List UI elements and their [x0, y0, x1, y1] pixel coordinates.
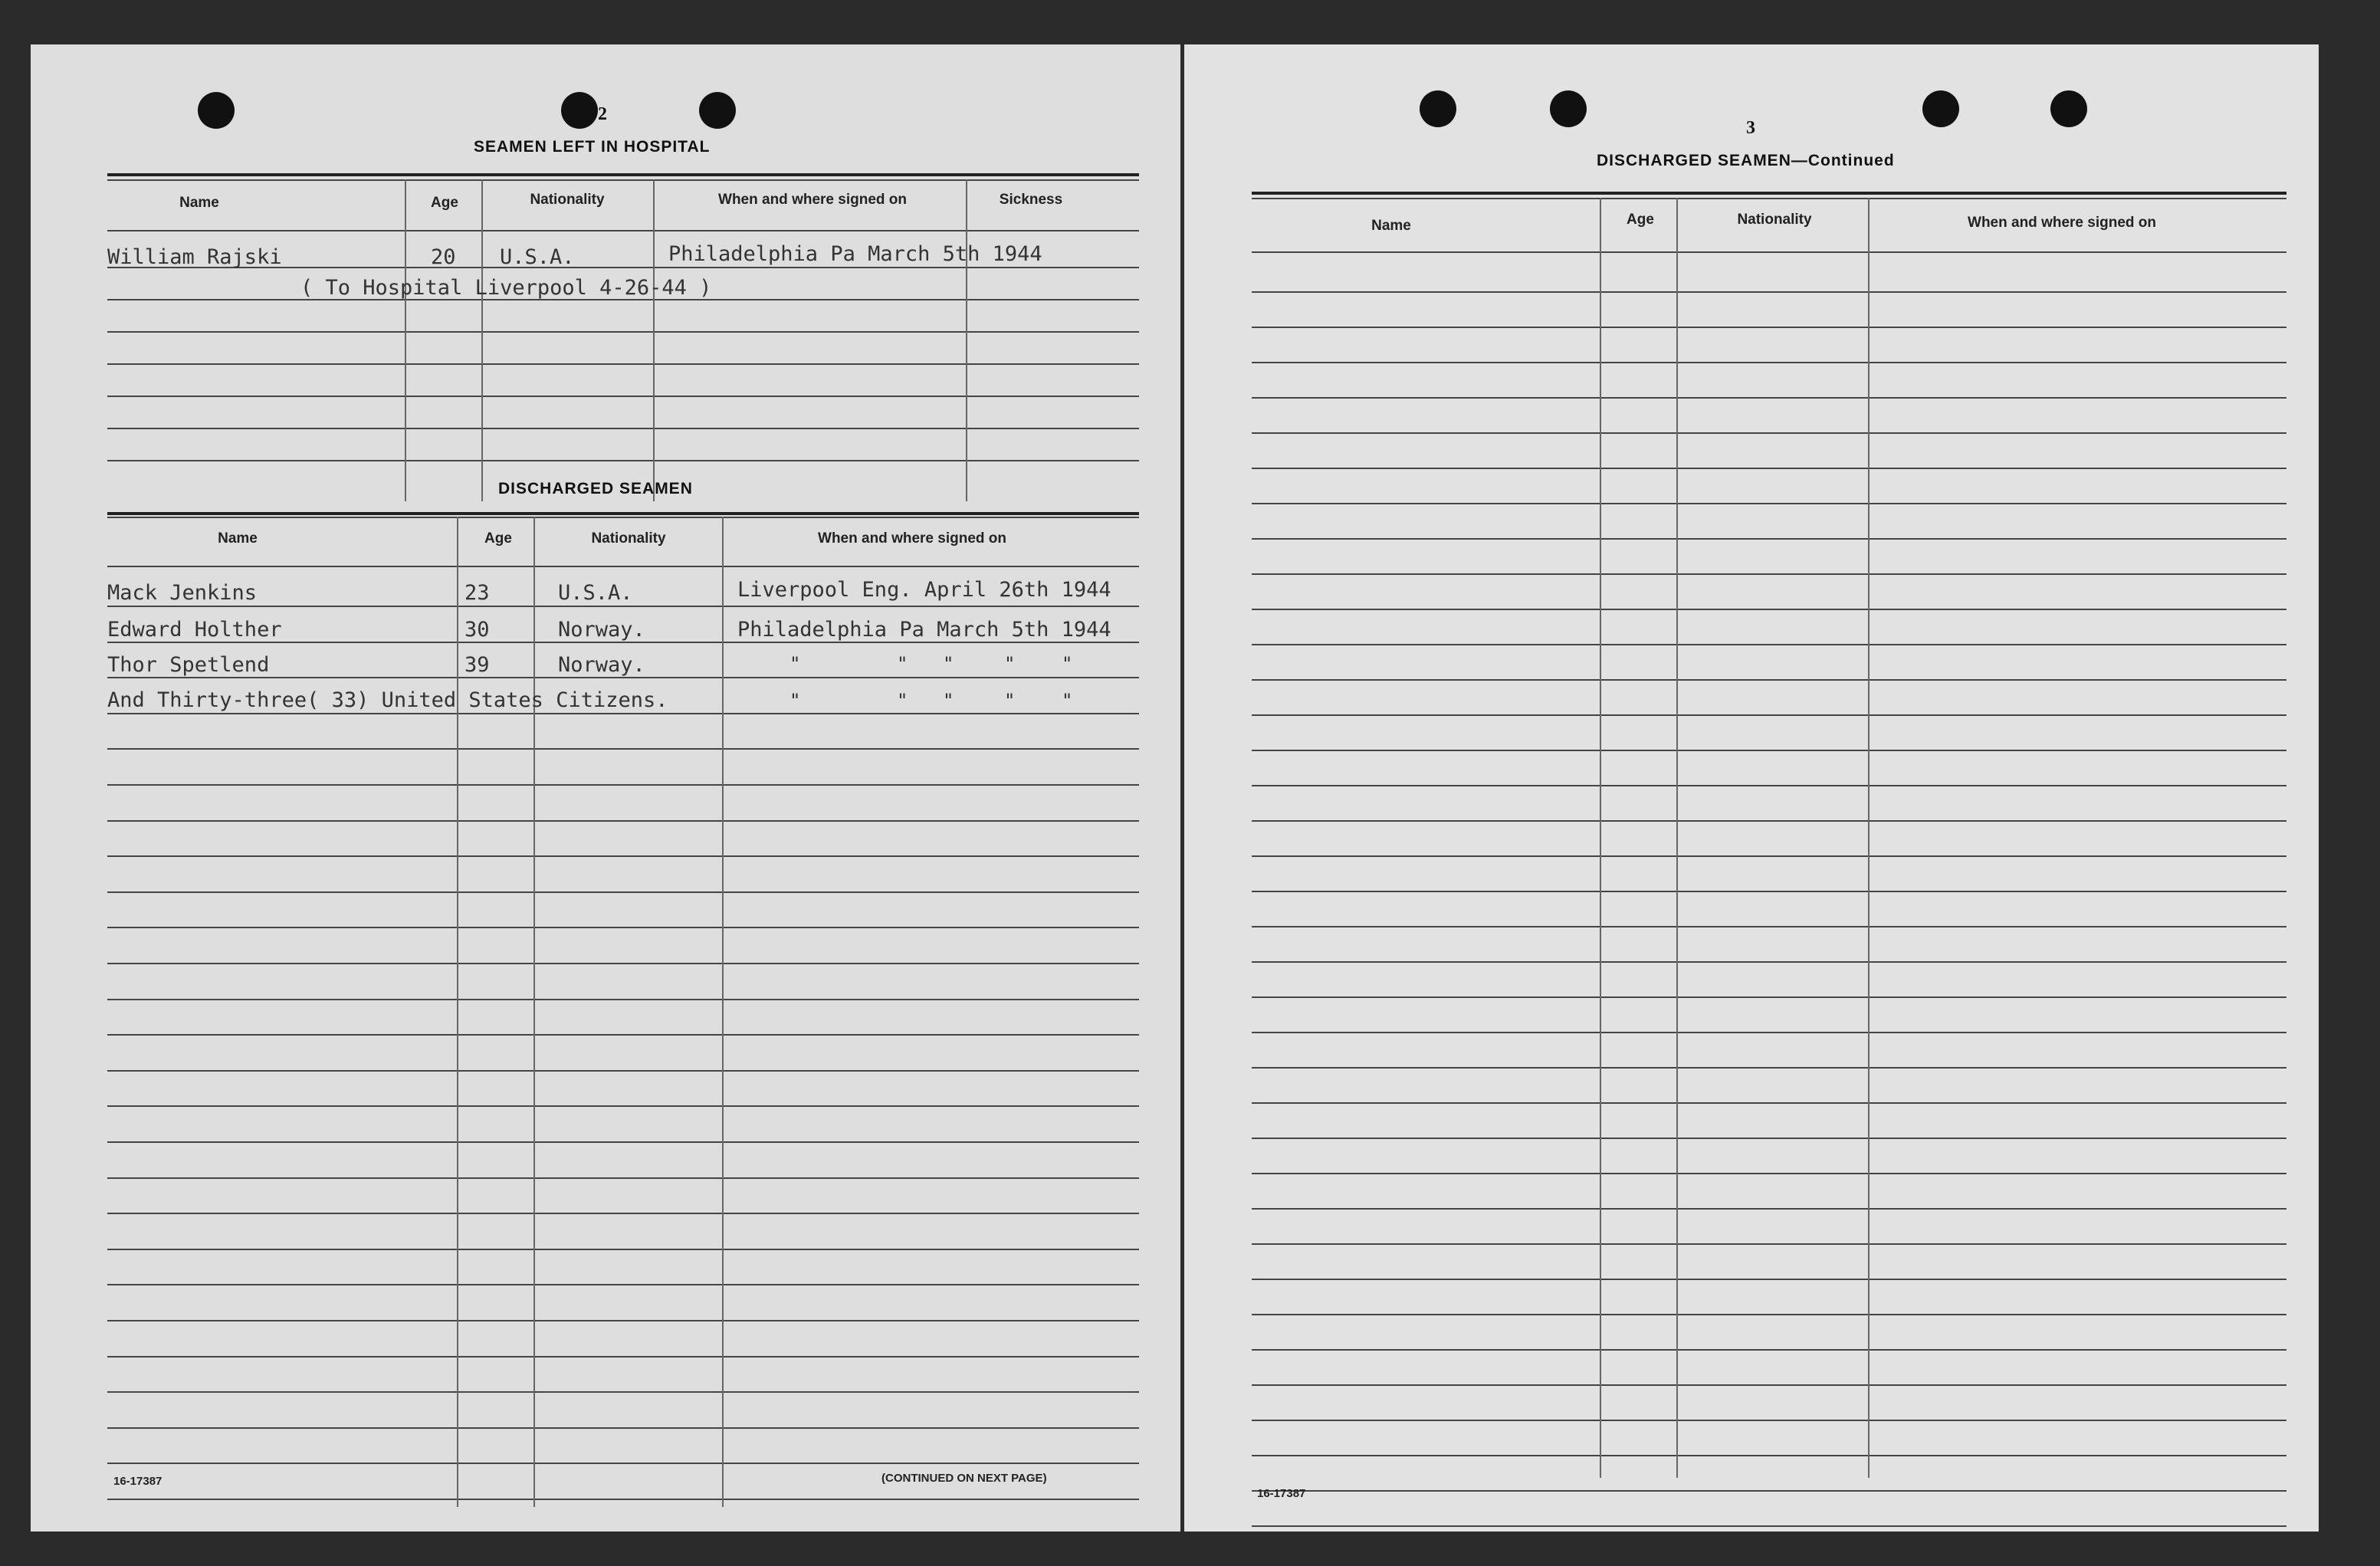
punch-hole [1420, 90, 1456, 127]
ruled-line [1252, 926, 2286, 927]
ruled-line [1252, 432, 2286, 434]
ruled-line [1252, 750, 2286, 751]
ruled-line [107, 713, 1139, 714]
discharged-row-nationality: Norway. [558, 618, 645, 642]
hospital-section-title: SEAMEN LEFT IN HOSPITAL [474, 138, 711, 156]
ruled-line [1252, 1173, 2286, 1174]
discharged-summary: And Thirty-three( 33) United States Citizens. [107, 688, 668, 712]
hospital-note: ( To Hospital Liverpool 4-26-44 ) [300, 276, 712, 300]
ruled-line [1252, 503, 2286, 504]
ruled-line [107, 820, 1139, 822]
ruled-line [1252, 573, 2286, 575]
table-top-rule [107, 517, 1139, 518]
ruled-line [107, 891, 1139, 893]
ruled-line [1252, 1420, 2286, 1421]
ruled-line [107, 1141, 1139, 1143]
punch-hole [1550, 90, 1587, 127]
ditto-mark: " [897, 653, 908, 675]
right-section-title: DISCHARGED SEAMEN—Continued [1597, 152, 1895, 169]
hospital-header-age: Age [431, 195, 458, 211]
right-header-age: Age [1627, 212, 1654, 228]
ruled-line [107, 748, 1139, 750]
ruled-line [1252, 1279, 2286, 1280]
discharged-row-name: Edward Holther [107, 618, 282, 642]
ruled-line [107, 784, 1139, 786]
table-top-rule [107, 512, 1139, 515]
ruled-line [107, 1499, 1139, 1500]
discharged-header-name: Name [218, 530, 258, 547]
ditto-mark: " [1004, 653, 1016, 675]
column-divider [533, 517, 535, 1507]
table-top-rule [1252, 192, 2286, 195]
ruled-line [1252, 1314, 2286, 1315]
left-page [31, 44, 1180, 1532]
discharged-row-age: 23 [465, 581, 490, 605]
column-divider [1676, 198, 1678, 1478]
ruled-line [107, 460, 1139, 461]
hospital-row-name: William Rajski [107, 245, 282, 269]
punch-hole [699, 92, 736, 129]
page-number: 3 [1746, 118, 1755, 138]
ruled-line [107, 363, 1139, 365]
right-header-name: Name [1371, 218, 1411, 234]
column-divider [653, 179, 655, 501]
ruled-line [1252, 1208, 2286, 1210]
ruled-line [1252, 1138, 2286, 1139]
ditto-mark: " [790, 653, 801, 675]
header-rule [1252, 251, 2286, 253]
ruled-line [107, 1427, 1139, 1429]
ruled-line [107, 396, 1139, 397]
discharged-row-age: 30 [465, 618, 490, 642]
column-divider [966, 179, 967, 501]
ruled-line [1252, 679, 2286, 681]
right-page [1184, 44, 2319, 1532]
ruled-line [107, 963, 1139, 964]
discharged-row-nationality: U.S.A. [558, 581, 633, 605]
ditto-mark: " [943, 653, 954, 675]
discharged-section-title: DISCHARGED SEAMEN [498, 480, 693, 497]
header-rule [107, 566, 1139, 567]
ditto-mark: " [1004, 690, 1016, 711]
ruled-line [107, 1034, 1139, 1036]
discharged-row-signed-on: Liverpool Eng. April 26th 1944 [737, 578, 1111, 602]
hospital-header-name: Name [179, 195, 219, 211]
ruled-line [1252, 1384, 2286, 1386]
ditto-mark: " [790, 690, 801, 711]
column-divider [481, 179, 483, 501]
ditto-mark: " [897, 690, 908, 711]
ruled-line [107, 428, 1139, 429]
table-top-rule [107, 173, 1139, 176]
form-number: 16-17387 [113, 1475, 162, 1488]
hospital-row-age: 20 [431, 245, 456, 269]
ruled-line [1252, 538, 2286, 540]
ruled-line [1252, 1102, 2286, 1104]
ruled-line [107, 1356, 1139, 1358]
discharged-row-name: Mack Jenkins [107, 581, 258, 605]
ditto-mark: " [1062, 690, 1073, 711]
ruled-line [107, 1070, 1139, 1072]
ruled-line [107, 677, 1139, 678]
ruled-line [1252, 362, 2286, 363]
ruled-line [1252, 1349, 2286, 1351]
column-divider [457, 517, 458, 1507]
form-number: 16-17387 [1257, 1487, 1306, 1500]
hospital-header-nationality: Nationality [530, 192, 605, 208]
ruled-line [107, 1105, 1139, 1107]
ruled-line [1252, 1243, 2286, 1245]
table-top-rule [1252, 198, 2286, 199]
ruled-line [1252, 468, 2286, 469]
column-divider [1868, 198, 1870, 1478]
ruled-line [107, 1463, 1139, 1464]
ruled-line [1252, 291, 2286, 293]
punch-hole [561, 92, 598, 129]
ruled-line [1252, 891, 2286, 892]
table-top-rule [107, 179, 1139, 181]
discharged-header-nationality: Nationality [591, 530, 666, 547]
column-divider [405, 179, 406, 501]
ruled-line [1252, 1067, 2286, 1069]
discharged-row-nationality: Norway. [558, 653, 645, 677]
column-divider [722, 517, 724, 1507]
ruled-line [107, 1177, 1139, 1179]
ditto-mark: " [943, 690, 954, 711]
ruled-line [107, 927, 1139, 928]
ruled-line [107, 1249, 1139, 1250]
right-header-nationality: Nationality [1737, 212, 1812, 228]
page-number: 2 [598, 104, 607, 124]
ruled-line [1252, 820, 2286, 822]
ruled-line [107, 855, 1139, 857]
ruled-line [1252, 996, 2286, 998]
punch-hole [1922, 90, 1959, 127]
ruled-line [1252, 1525, 2286, 1527]
ruled-line [107, 1284, 1139, 1285]
hospital-header-sickness: Sickness [999, 192, 1063, 208]
discharged-header-signed-on: When and where signed on [818, 530, 1006, 547]
ruled-line [1252, 1455, 2286, 1456]
ruled-line [107, 1213, 1139, 1214]
ruled-line [107, 331, 1139, 333]
ruled-line [1252, 961, 2286, 963]
punch-hole [198, 92, 235, 129]
ruled-line [1252, 327, 2286, 328]
discharged-row-age: 39 [465, 653, 490, 677]
header-rule [107, 230, 1139, 231]
discharged-row-name: Thor Spetlend [107, 653, 270, 677]
right-header-signed-on: When and where signed on [1968, 215, 2156, 231]
ruled-line [1252, 1490, 2286, 1492]
ruled-line [1252, 397, 2286, 399]
discharged-row-signed-on: Philadelphia Pa March 5th 1944 [737, 618, 1111, 642]
ruled-line [1252, 855, 2286, 857]
ruled-line [1252, 609, 2286, 610]
ruled-line [107, 1320, 1139, 1321]
discharged-header-age: Age [484, 530, 512, 547]
ruled-line [1252, 1032, 2286, 1033]
column-divider [1600, 198, 1601, 1478]
ruled-line [1252, 644, 2286, 645]
punch-hole [2050, 90, 2087, 127]
hospital-row-signed-on: Philadelphia Pa March 5th 1944 [668, 242, 1042, 266]
ruled-line [107, 1391, 1139, 1393]
ruled-line [107, 999, 1139, 1000]
ruled-line [107, 606, 1139, 607]
continued-note: (CONTINUED ON NEXT PAGE) [881, 1472, 1047, 1485]
ruled-line [1252, 714, 2286, 716]
ruled-line [1252, 785, 2286, 786]
hospital-row-nationality: U.S.A. [500, 245, 575, 269]
ditto-mark: " [1062, 653, 1073, 675]
hospital-header-signed-on: When and where signed on [718, 192, 907, 208]
